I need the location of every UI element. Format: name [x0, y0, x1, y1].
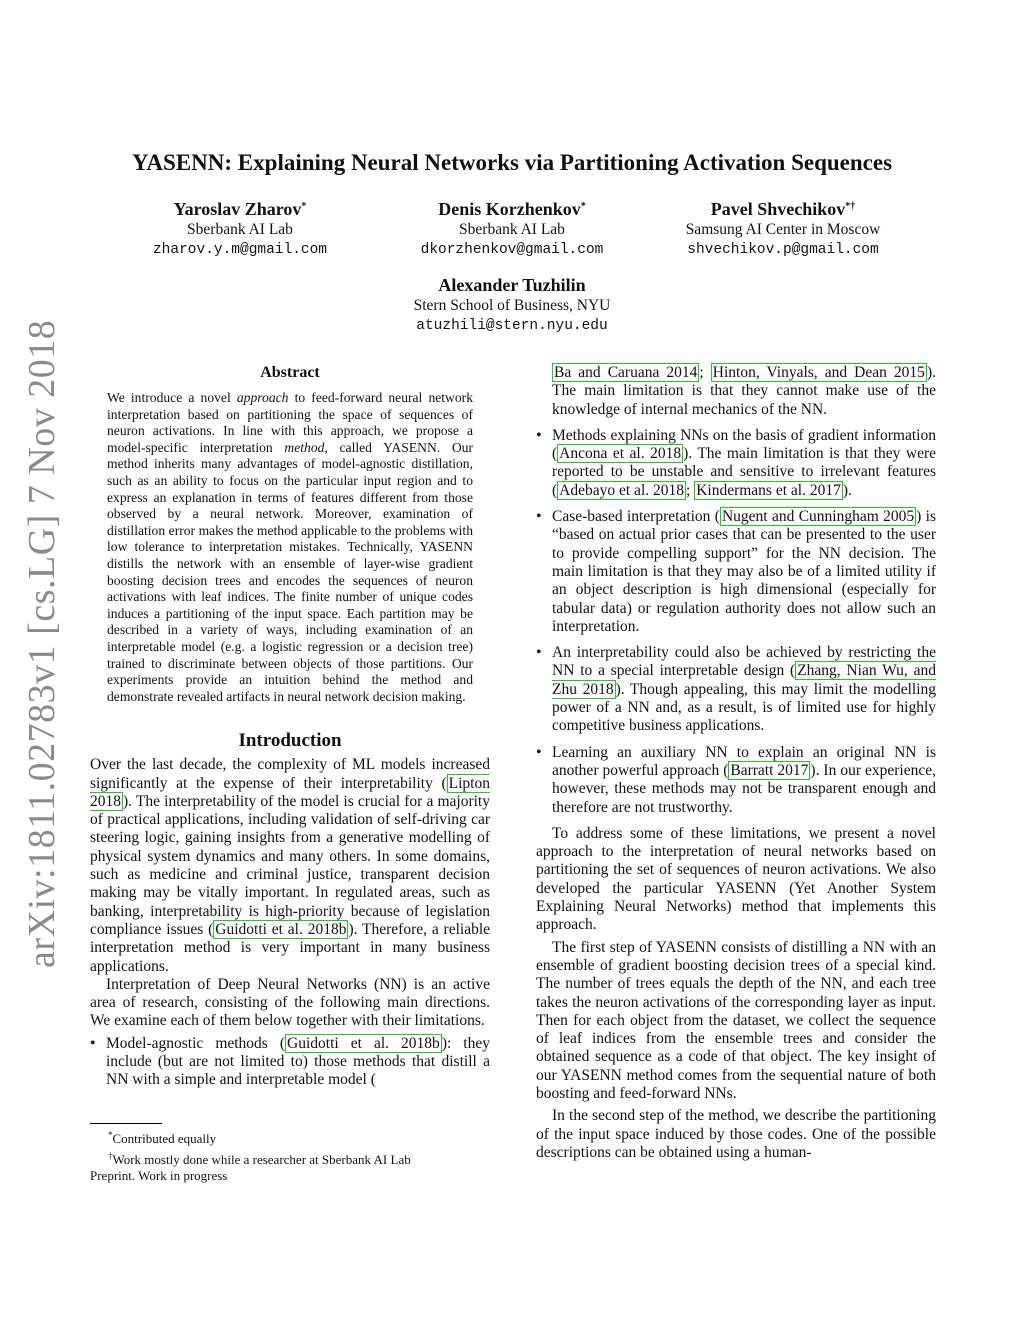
author-block [666, 196, 900, 261]
body-paragraph: The first step of YASENN consists of distilling a NN with an ensemble of gradient boosting decision trees of a special kind. The number of trees equals the depth of the NN, and each tree takes the neuron activations of the corresponding layer as input. Then for each object from the dataset, we collect the sequence of leaf indices from the ensemble trees and consider the obtained sequence as a code of that object. The key insight of our YASENN method comes from the sequential nature of both boosting and feed-forward NNs. [536, 938, 936, 1102]
author-name: Pavel Shvechikov*† [710, 199, 856, 219]
citation-link[interactable]: Lipton 2018 [90, 774, 490, 810]
author-affiliation: Sberbank AI Lab [459, 221, 565, 238]
left-column [90, 362, 490, 1098]
author-affiliation: Samsung AI Center in Moscow [685, 221, 881, 238]
citation-link[interactable]: Hinton, Vinyals, and Dean 2015 [712, 364, 925, 381]
citation-link[interactable]: Guidotti et al. 2018b [215, 920, 347, 938]
citation-link[interactable]: Guidotti et al. 2018b [287, 1034, 440, 1052]
footnote: †Work mostly done while a researcher at Sberbank AI Lab [108, 1150, 411, 1167]
list-item: • Methods explaining NNs on the basis of gradient information ( Ancona et al. 2018 ). The main limitation is that they were reported to be unstable and sensitive to irrelevant features ( Adebayo et al. 2018 ; Kindermans et al. 2017 ). [536, 427, 936, 500]
citation-link[interactable]: Barratt 2017 [730, 761, 809, 779]
directions-list [90, 1035, 490, 1090]
footnotes [90, 1123, 490, 1185]
arxiv-side-label[interactable]: arXiv:1811.02783v1 [cs.LG] 7 Nov 2018 [21, 319, 63, 968]
paper-title: YASENN: Explaining Neural Networks via Partitioning Activation Sequences [131, 150, 893, 175]
list-item: • An interpretability could also be achieved by restricting the NN to a special interpretable design ( Zhang, Nian Wu, and Zhu 2018 ). Though appealing, this may limit the modelling power of a NN and, as a result, is of limited use for highly competitive business applications. [536, 644, 936, 735]
author-name: Denis Korzhenkov* [438, 199, 586, 219]
body-paragraph: In the second step of the method, we describe the partitioning of the input space induced by those codes. One of the possible descriptions can be obtained using a human- [536, 1107, 936, 1161]
citation-link[interactable]: Adebayo et al. 2018 [559, 481, 684, 499]
list-item: • Case-based interpretation ( Nugent and Cunningham 2005 ) is “based on actual prior cases that can be presented to the user to provide compelling support” for the NN decision. The main limitation is that they may also be of a limited utility if an object description is high dimensional (especially for tabular data) or regulation authority does not allow such an interpretation. [536, 508, 936, 636]
footnote: *Contributed equally [108, 1130, 217, 1146]
section-heading-introduction: Introduction [238, 730, 342, 752]
list-item-continuation: Ba and Caruana 2014 ; Hinton, Vinyals, and Dean 2015 ). The main limitation is that they cannot make use of the knowledge of internal mechanics of the NN. [552, 364, 936, 418]
author-email[interactable]: atuzhili@stern.nyu.edu [416, 318, 608, 334]
citation-link[interactable]: Zhang, Nian Wu, and Zhu 2018 [552, 662, 936, 698]
abstract-heading: Abstract [260, 364, 320, 381]
author-email[interactable]: shvechikov.p@gmail.com [687, 242, 879, 258]
citation-link[interactable]: Nugent and Cunningham 2005 [721, 508, 915, 526]
author-name: Alexander Tuzhilin [438, 275, 586, 295]
footnote: Preprint. Work in progress [90, 1168, 228, 1183]
footnote-rule [90, 1123, 162, 1124]
intro-paragraph: Over the last decade, the complexity of ML models increased significantly at the expense of their interpretability ( Lipton 2018 ). The interpretability of the model is crucial for a majority of practical applications, including validation of self-driving car steering logic, gaining insights from a generative modelling of physical system dynamics and many others. In some domains, such as medicine and criminal justice, transparent decision making may be vitally important. In regulated areas, such as banking, interpretability is high-priority because of legislation compliance issues ( Guidotti et al. 2018b ). Therefore, a reliable interpretation method is very important in many business applications. [90, 756, 491, 975]
author-email[interactable]: zharov.y.m@gmail.com [152, 242, 328, 258]
right-column [536, 364, 936, 1162]
author-affiliation: Stern School of Business, NYU [413, 297, 611, 314]
citation-link[interactable]: Ancona et al. 2018 [559, 445, 682, 463]
author-block [392, 274, 632, 337]
author-name: Yaroslav Zharov* [173, 199, 307, 219]
list-item: • Learning an auxiliary NN to explain an original NN is another powerful approach ( Barratt 2017 ). In our experience, however, these methods may not be transparent enough and therefore are not trustworthy. [536, 744, 936, 817]
citation-link[interactable]: Ba and Caruana 2014 [554, 364, 698, 381]
directions-list [536, 427, 936, 817]
author-block [140, 196, 340, 261]
author-block [396, 196, 628, 261]
intro-paragraph: Interpretation of Deep Neural Networks (NN) is an active area of research, consisting of the following main directions. We examine each of them below together with their limitations. [90, 975, 490, 1030]
author-affiliation: Sberbank AI Lab [187, 221, 293, 238]
citation-link[interactable]: Kindermans et al. 2017 [696, 481, 841, 499]
body-paragraph: To address some of these limitations, we present a novel approach to the interpretation of neural networks based on partitioning the set of sequences of neuron activations. We also developed the particular YASENN (Yet Another System Explaining Neural Networks) method that implements this approach. [536, 824, 936, 934]
list-item: • Model-agnostic methods ( Guidotti et al. 2018b ): they include (but are not limited to) those methods that distill a NN with a simple and interpretable model ( [90, 1035, 490, 1090]
author-email[interactable]: dkorzhenkov@gmail.com [420, 242, 604, 258]
abstract-text: We introduce a novel approach to feed-forward neural network interpretation based on partitioning the space of sequences of neuron activations. In line with this approach, we propose a model-specific interpretation method, called YASENN. Our method inherits many advantages of model-agnostic distillation, such as an ability to focus on the particular input region and to express an explanation in terms of features different from those observed by a neural network. Moreover, examination of distillation error makes the method applicable to the problems with low tolerance to interpretation mistakes. Technically, YASENN distills the network with an ensemble of layer-wise gradient boosting decision trees and encodes the sequences of neuron activations with leaf indices. The finite number of unique codes induces a partitioning of the input space. Each partition may be described in a variety of ways, including examination of an interpretable model (e.g. a logistic regression or a decision tree) trained to discriminate between objects of those partitions. Our experiments provide an intuition behind the method and demonstrate revealed artifacts in neural network decision making. [107, 390, 473, 704]
